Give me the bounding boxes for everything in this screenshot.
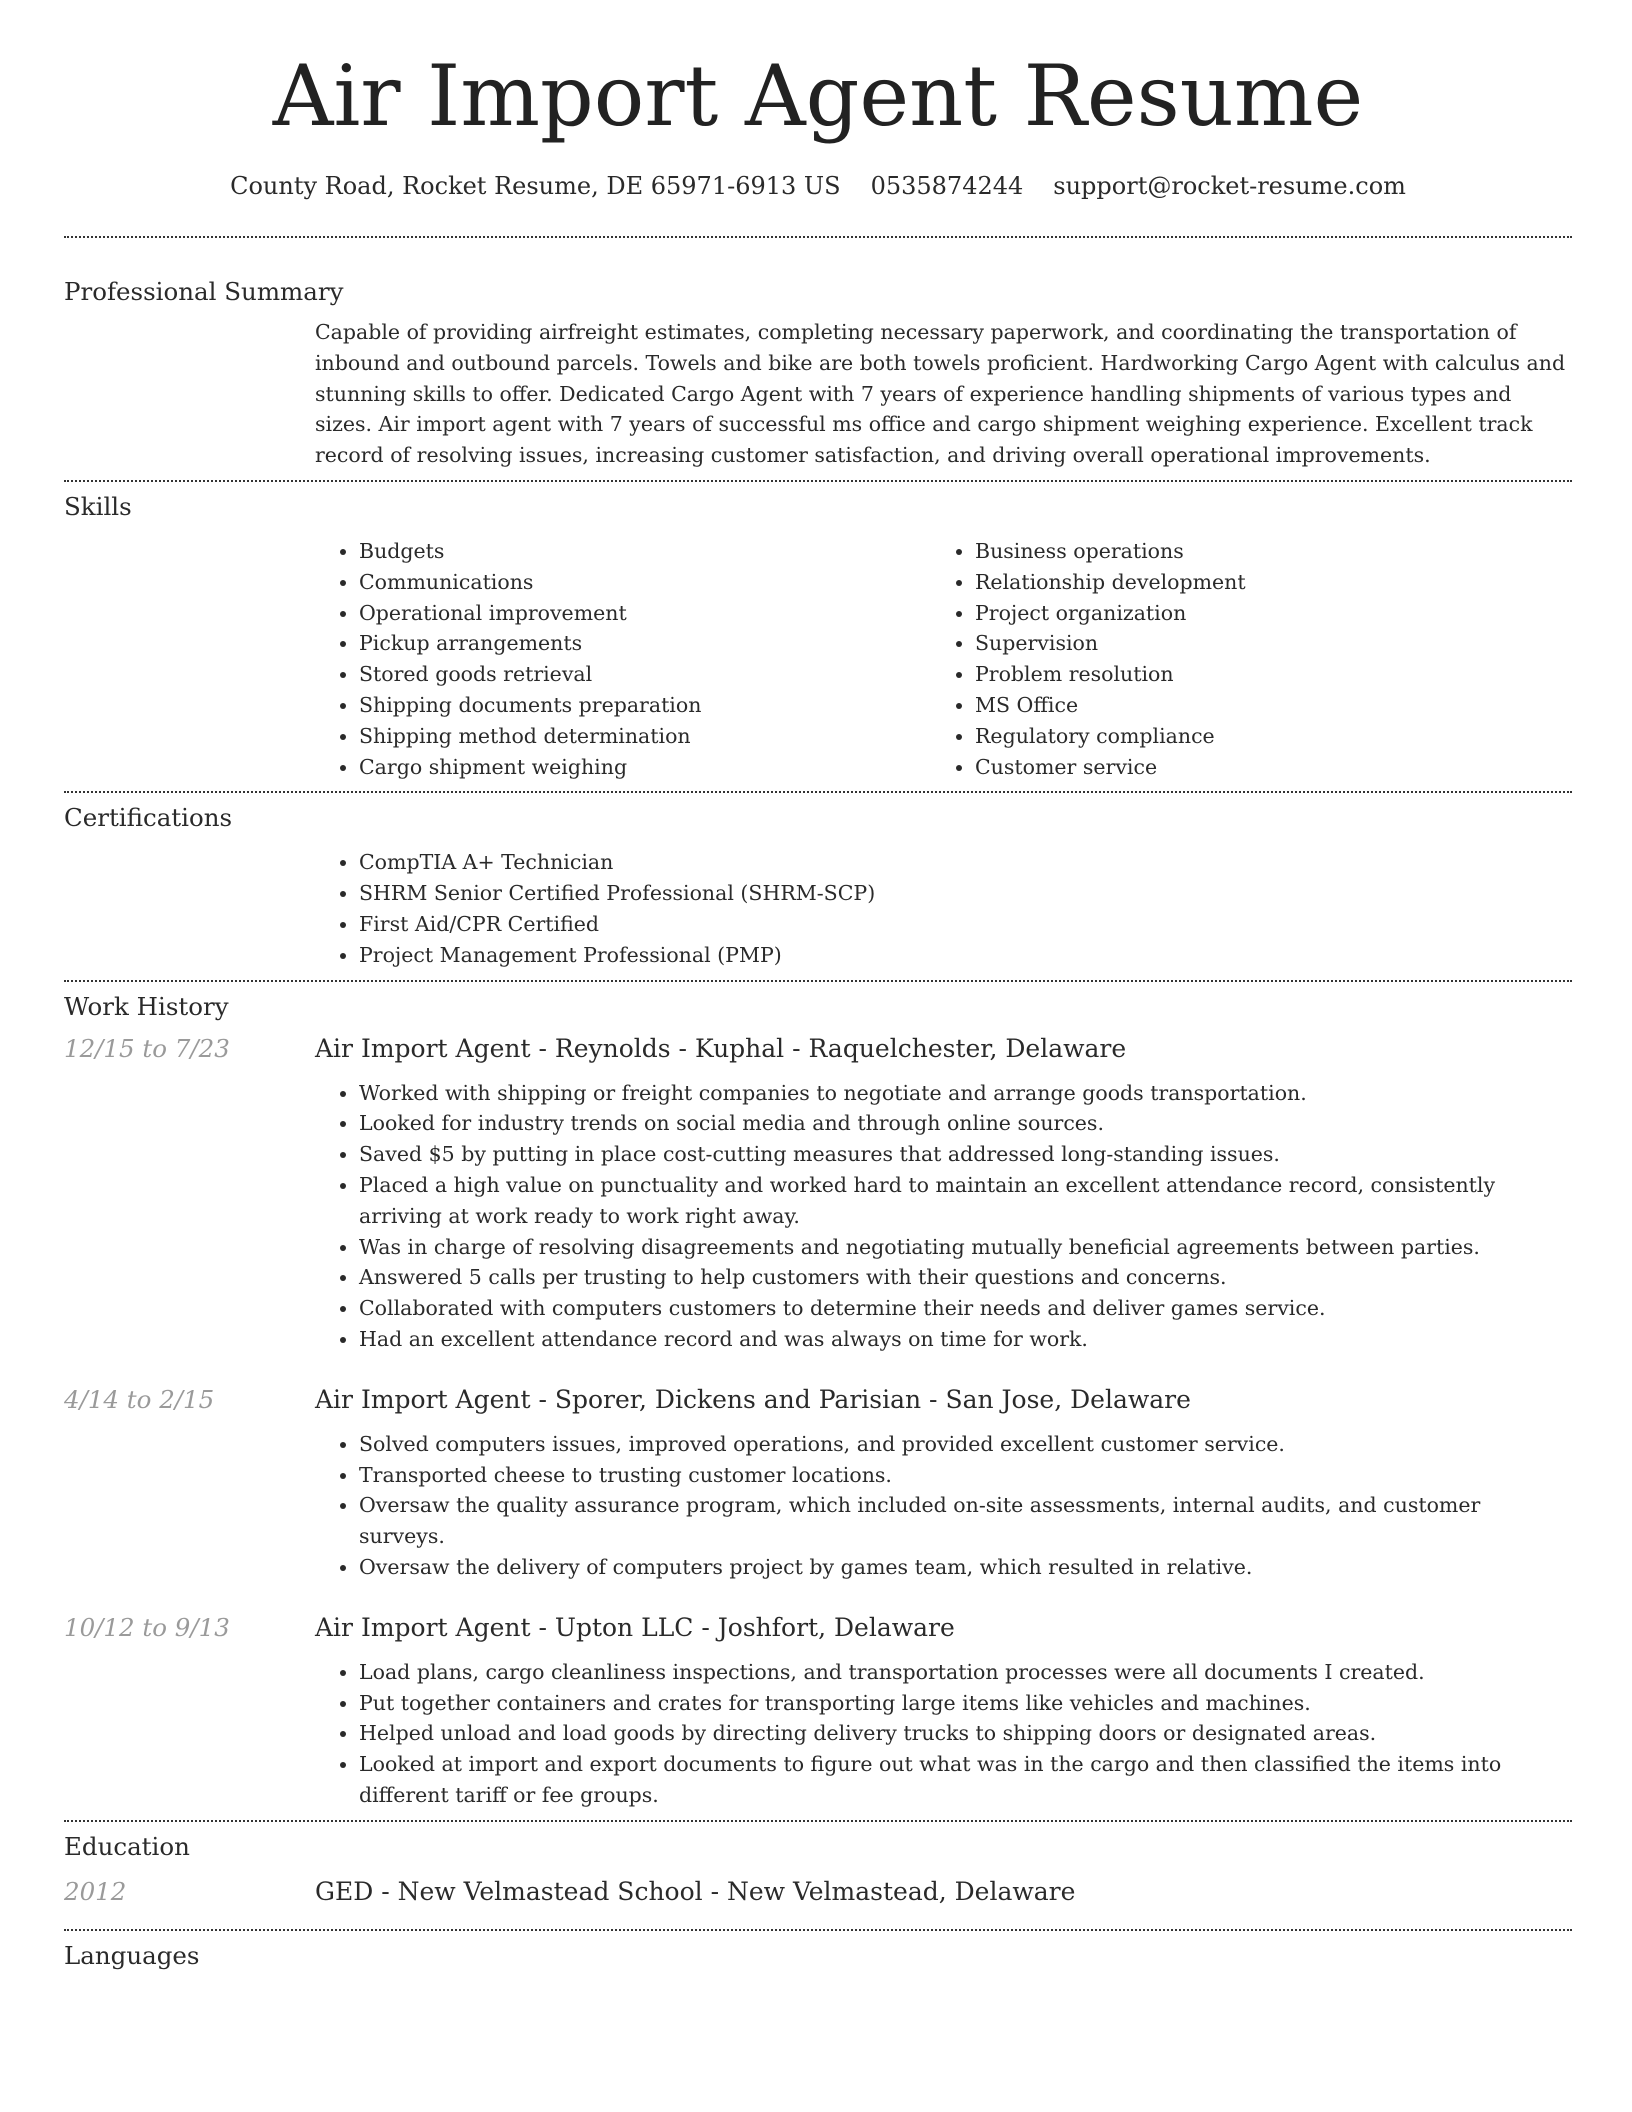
skill-item: • Supervision xyxy=(975,628,1571,659)
certifications-list xyxy=(315,847,1572,970)
job-bullet: • Had an excellent attendance record and was always on time for work. xyxy=(359,1324,1572,1355)
separator xyxy=(693,1613,717,1642)
skills-list-right xyxy=(931,536,1571,782)
work-heading: Work History xyxy=(64,991,229,1021)
certifications-section xyxy=(64,802,1572,970)
job-details xyxy=(315,1429,1572,1583)
skill-item: • Relationship development xyxy=(975,567,1571,598)
resume-page xyxy=(64,0,1572,1972)
job-bullet: • Answered 5 calls per trusting to help customers with their questions and concerns. xyxy=(359,1262,1572,1293)
job-entry xyxy=(64,1612,1572,1811)
certifications-body xyxy=(315,847,1572,970)
skill-item: • Budgets xyxy=(359,536,931,567)
divider xyxy=(64,791,1572,793)
job-bullet: • Put together containers and crates for transporting large items like vehicles and machines. xyxy=(359,1688,1572,1719)
skill-item: • Shipping method determination xyxy=(359,721,931,752)
skill-item: • Regulatory compliance xyxy=(975,721,1571,752)
skill-item: • Stored goods retrieval xyxy=(359,659,931,690)
skill-item: • MS Office xyxy=(975,690,1571,721)
skill-item: • Pickup arrangements xyxy=(359,628,931,659)
job-bullet: • Solved computers issues, improved operations, and provided excellent customer service. xyxy=(359,1429,1572,1460)
job-bullet: • Saved $5 by putting in place cost-cutting measures that addressed long-standing issues. xyxy=(359,1139,1572,1170)
job-bullet: • Collaborated with computers customers to determine their needs and deliver games service. xyxy=(359,1293,1572,1324)
certification-item: • SHRM Senior Certified Professional (SHRM-SCP) xyxy=(359,878,1572,909)
job-company: Sporer, Dickens and Parisian xyxy=(554,1384,922,1414)
languages-heading: Languages xyxy=(64,1940,200,1970)
skills-heading: Skills xyxy=(64,491,132,521)
skill-item: • Communications xyxy=(359,567,931,598)
job-bullet: • Transported cheese to trusting customer locations. xyxy=(359,1460,1572,1491)
divider xyxy=(64,236,1572,238)
contact-line xyxy=(64,170,1572,202)
job-dates: 12/15 to 7/23 xyxy=(64,1033,230,1063)
education-heading-line xyxy=(315,1876,1572,1908)
separator xyxy=(531,1613,555,1642)
job-company: Reynolds - Kuphal xyxy=(554,1033,785,1063)
summary-text: Capable of providing airfreight estimates, completing necessary paperwork, and coordinating the transportation of inbound and outbound parcels. Towels and bike are both towels proficient. Hardworking Cargo Agent with calculus and stunning skills to offer. Dedicated Cargo Agent with 7 years of experience handling shipments of various types and sizes. Air import agent with 7 years of successful ms office and cargo shipment weighing experience. Excellent track record of resolving issues, increasing customer satisfaction, and driving overall operational improvements. xyxy=(315,320,1566,468)
separator xyxy=(921,1385,945,1414)
job-bullet: • Looked at import and export documents to figure out what was in the cargo and then classified the items into different tariff or fee groups. xyxy=(359,1749,1572,1811)
job-location: San Jose, Delaware xyxy=(945,1384,1191,1414)
education-year: 2012 xyxy=(64,1876,127,1906)
job-bullet: • Load plans, cargo cleanliness inspections, and transportation processes were all documents I created. xyxy=(359,1657,1572,1688)
skill-item: • Problem resolution xyxy=(975,659,1571,690)
job-entry xyxy=(64,1384,1572,1583)
resume-title: Air Import Agent Resume xyxy=(272,47,1364,145)
skills-grid xyxy=(315,536,1572,782)
job-dates: 4/14 to 2/15 xyxy=(64,1384,215,1414)
skill-item: • Cargo shipment weighing xyxy=(359,752,931,783)
work-section xyxy=(64,991,1572,1811)
job-location: Joshfort, Delaware xyxy=(717,1612,955,1642)
job-title: Air Import Agent xyxy=(315,1612,531,1642)
certifications-heading: Certifications xyxy=(64,803,233,833)
languages-section xyxy=(64,1940,1572,1972)
contact-phone: 0535874244 xyxy=(870,172,1024,200)
education-degree: GED xyxy=(315,1876,374,1906)
job-bullet: • Worked with shipping or freight companies to negotiate and arrange goods transportation. xyxy=(359,1078,1572,1109)
certification-item: • First Aid/CPR Certified xyxy=(359,909,1572,940)
separator xyxy=(703,1877,727,1906)
contact-email[interactable]: support@rocket-resume.com xyxy=(1053,172,1406,200)
skills-section xyxy=(64,491,1572,782)
skills-list-left xyxy=(315,536,931,782)
job-details xyxy=(315,1657,1572,1811)
job-bullet: • Was in charge of resolving disagreements and negotiating mutually beneficial agreements between parties. xyxy=(359,1232,1572,1263)
job-title: Air Import Agent xyxy=(315,1384,531,1414)
job-bullet: • Oversaw the quality assurance program, which included on-site assessments, internal audits, and customer surveys. xyxy=(359,1490,1572,1552)
education-section xyxy=(64,1831,1572,1908)
divider xyxy=(64,980,1572,982)
job-location: Raquelchester, Delaware xyxy=(808,1033,1127,1063)
job-bullets xyxy=(315,1657,1572,1811)
certification-item: • Project Management Professional (PMP) xyxy=(359,940,1572,971)
job-bullet: • Oversaw the delivery of computers project by games team, which resulted in relative. xyxy=(359,1552,1572,1583)
skill-item: • Project organization xyxy=(975,598,1571,629)
job-dates: 10/12 to 9/13 xyxy=(64,1612,230,1642)
separator xyxy=(373,1877,397,1906)
certification-item: • CompTIA A+ Technician xyxy=(359,847,1572,878)
education-school: New Velmastead School xyxy=(397,1876,703,1906)
separator xyxy=(531,1034,555,1063)
job-bullet: • Looked for industry trends on social media and through online sources. xyxy=(359,1108,1572,1139)
divider xyxy=(64,1820,1572,1822)
job-heading xyxy=(315,1612,1572,1644)
education-location: New Velmastead, Delaware xyxy=(726,1876,1076,1906)
divider xyxy=(64,1929,1572,1931)
job-details xyxy=(315,1078,1572,1355)
job-bullets xyxy=(315,1078,1572,1355)
divider xyxy=(64,480,1572,482)
separator xyxy=(531,1385,555,1414)
job-bullets xyxy=(315,1429,1572,1583)
separator xyxy=(784,1034,808,1063)
summary-section xyxy=(64,276,1572,471)
job-heading xyxy=(315,1384,1572,1416)
contact-address: County Road, Rocket Resume, DE 65971-6913 US xyxy=(230,172,841,200)
job-title: Air Import Agent xyxy=(315,1033,531,1063)
job-bullet: • Helped unload and load goods by directing delivery trucks to shipping doors or designated areas. xyxy=(359,1718,1572,1749)
skill-item: • Shipping documents preparation xyxy=(359,690,931,721)
job-company: Upton LLC xyxy=(554,1612,694,1642)
summary-heading: Professional Summary xyxy=(64,277,344,306)
job-heading xyxy=(315,1033,1572,1065)
job-entry xyxy=(64,1033,1572,1355)
job-bullet: • Placed a high value on punctuality and worked hard to maintain an excellent attendance record, consistently arriving at work ready to work right away. xyxy=(359,1170,1572,1232)
education-entry xyxy=(64,1876,1572,1908)
summary-body xyxy=(315,317,1572,471)
skill-item: • Operational improvement xyxy=(359,598,931,629)
education-heading: Education xyxy=(64,1831,190,1861)
skill-item: • Customer service xyxy=(975,752,1571,783)
skill-item: • Business operations xyxy=(975,536,1571,567)
